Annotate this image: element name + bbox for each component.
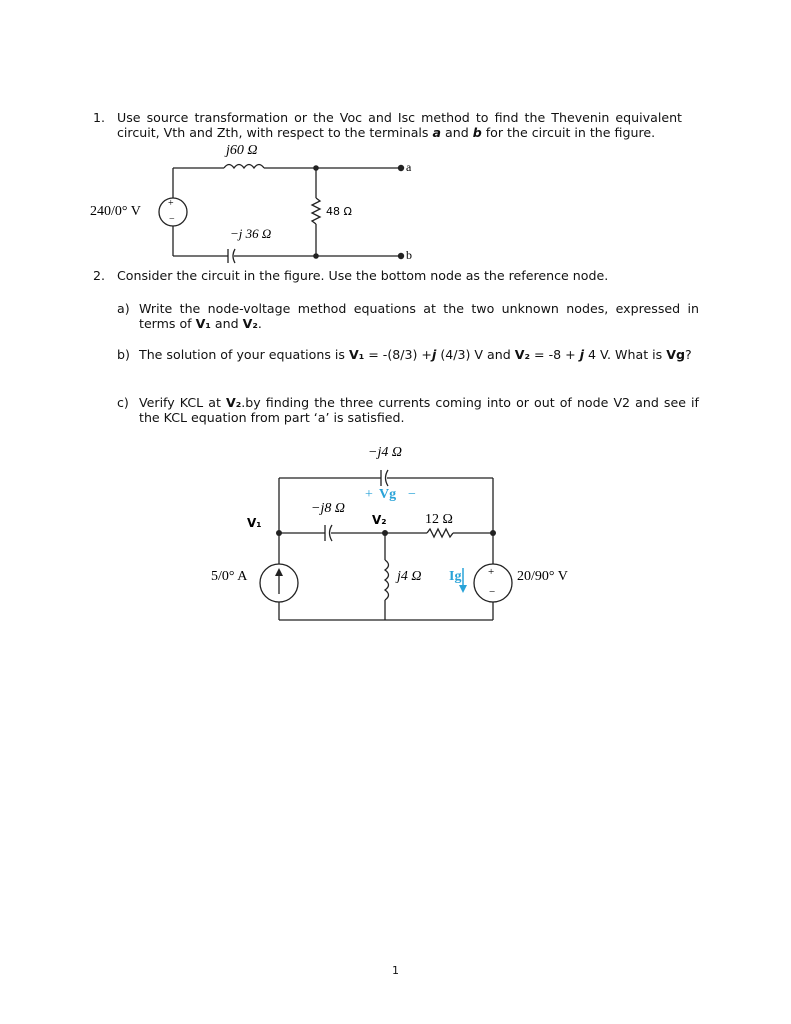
terminal-b-dot <box>398 253 404 259</box>
voltage-source-label: 20/90° V <box>517 569 568 584</box>
problem-1-text: Use source transformation or the Voc and Isc method to find the Thevenin equivalent circuit, Vth and Zth, with respect to the terminals a and b for the circuit in the figure. <box>117 110 682 140</box>
node-v1-dot <box>276 530 282 536</box>
current-source-label: 5/0° A <box>211 569 248 584</box>
capacitor-label: −j 36 Ω <box>230 226 272 241</box>
vg-plus: + <box>365 487 373 502</box>
vg-label: Vg <box>379 487 397 502</box>
terminal-a-label: a <box>406 160 412 174</box>
inductor-label-j4: j4 Ω <box>397 569 422 584</box>
resistor-label-12: 12 Ω <box>425 512 453 527</box>
circuit-figure-2 <box>205 440 585 625</box>
part-a-text: Write the node-voltage method equations at the two unknown nodes, expressed in terms of V₁ and V₂. <box>139 301 699 331</box>
ig-label: Ig <box>449 569 462 584</box>
terminal-b-label: b <box>406 248 412 262</box>
part-a-letter: a) <box>117 301 130 316</box>
part-b-letter: b) <box>117 347 130 362</box>
node-v2-label: V₂ <box>372 513 387 527</box>
vsource-plus: + <box>488 566 495 578</box>
circuit-figure-1 <box>88 140 448 270</box>
problem-2-text: Consider the circuit in the figure. Use the bottom node as the reference node. <box>117 268 609 283</box>
node-v2-dot <box>382 530 388 536</box>
source-label: 240/0° V <box>90 204 141 219</box>
page-number: 1 <box>392 964 399 977</box>
vsource-minus: − <box>489 586 496 598</box>
node-v1-label: V₁ <box>247 516 262 530</box>
terminal-a-dot <box>398 165 404 171</box>
part-c-letter: c) <box>117 395 129 410</box>
resistor-label: 48 Ω <box>326 205 352 218</box>
source-plus: + <box>168 198 174 209</box>
top-cap-label: −j4 Ω <box>368 445 402 460</box>
problem-1-number: 1. <box>93 110 106 125</box>
inductor-label: j60 Ω <box>226 143 258 158</box>
part-c-text: Verify KCL at V₂.by finding the three currents coming into or out of node V2 and see if the KCL equation from part ‘a’ is satisfied. <box>139 395 699 425</box>
part-b-text: The solution of your equations is V₁ = -(8/3) +j (4/3) V and V₂ = -8 + j 4 V. What is Vg? <box>139 347 692 362</box>
vg-minus: − <box>408 487 416 502</box>
source-minus: − <box>169 214 175 225</box>
problem-2-number: 2. <box>93 268 106 283</box>
mid-cap-label: −j8 Ω <box>311 501 345 516</box>
